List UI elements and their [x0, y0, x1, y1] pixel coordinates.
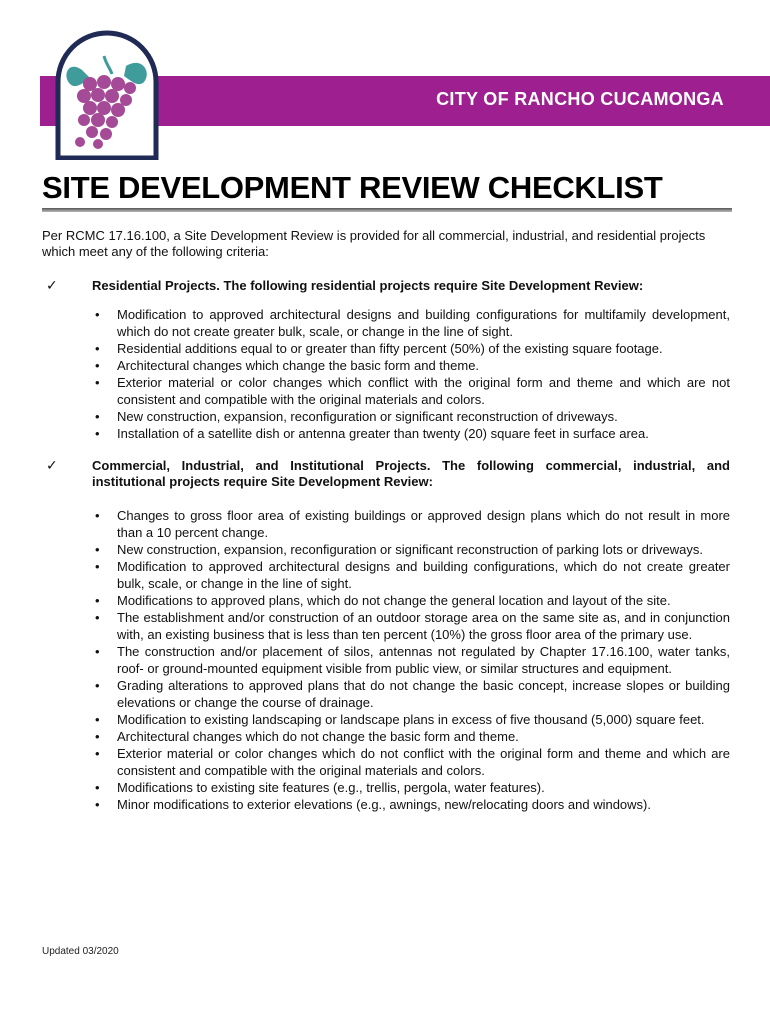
page-title: SITE DEVELOPMENT REVIEW CHECKLIST	[42, 170, 663, 205]
list-item: • The establishment and/or construction of an outdoor storage area on the same site as, and in conjunction with, an existing business that is less than ten percent (10%) the gross floor area of the primary use.	[117, 609, 730, 643]
list-item: • Residential additions equal to or greater than fifty percent (50%) of the existing square footage.	[117, 340, 730, 357]
list-item: • New construction, expansion, reconfiguration or significant reconstruction of parking lots or driveways.	[117, 541, 730, 558]
bullet-list	[92, 306, 730, 442]
list-item: • New construction, expansion, reconfiguration or significant reconstruction of driveways.	[117, 408, 730, 425]
list-item: • Modification to existing landscaping or landscape plans in excess of five thousand (5,000) square feet.	[117, 711, 730, 728]
bullet-list	[92, 507, 730, 813]
list-item: • Changes to gross floor area of existing buildings or approved design plans which do not result in more than a 10 percent change.	[117, 507, 730, 541]
intro-paragraph: Per RCMC 17.16.100, a Site Development Review is provided for all commercial, industrial, and residential projects which meet any of the following criteria:	[42, 228, 706, 259]
list-item: • Minor modifications to exterior elevations (e.g., awnings, new/relocating doors and windows).	[117, 796, 730, 813]
list-item: • Modification to approved architectural designs and building configurations, which do not create greater bulk, scale, or change in the line of sight.	[117, 558, 730, 592]
grapes-arch-logo-icon	[54, 30, 160, 160]
list-item: • Architectural changes which do not change the basic form and theme.	[117, 728, 730, 745]
section-commercial	[42, 458, 730, 813]
title-divider	[42, 208, 732, 212]
checkmark-icon: ✓	[46, 458, 58, 474]
section-heading: Commercial, Industrial, and Institutional Projects. The following commercial, industrial, and institutional projects require Site Development Review:	[92, 458, 730, 489]
list-item: • Modification to approved architectural designs and building configurations for multifamily development, which do not create greater bulk, scale, or change in the line of sight.	[117, 306, 730, 340]
list-item: • Installation of a satellite dish or antenna greater than twenty (20) square feet in surface area.	[117, 425, 730, 442]
list-item: • Exterior material or color changes which do not conflict with the original form and theme and which are consistent and compatible with the original materials and colors.	[117, 745, 730, 779]
list-item: • Modifications to approved plans, which do not change the general location and layout of the site.	[117, 592, 730, 609]
org-name: CITY OF RANCHO CUCAMONGA	[436, 89, 724, 109]
checkmark-icon: ✓	[46, 278, 58, 294]
list-item: • Exterior material or color changes which conflict with the original form and theme and which are not consistent and compatible with the original materials and colors.	[117, 374, 730, 408]
list-item: • The construction and/or placement of silos, antennas not regulated by Chapter 17.16.100, water tanks, roof- or ground-mounted equipment visible from public view, or similar structures and equipment.	[117, 643, 730, 677]
list-item: • Architectural changes which change the basic form and theme.	[117, 357, 730, 374]
section-residential	[42, 278, 730, 442]
list-item: • Grading alterations to approved plans that do not change the basic concept, increase slopes or building elevations or change the course of drainage.	[117, 677, 730, 711]
updated-date: Updated 03/2020	[42, 946, 119, 957]
list-item: • Modifications to existing site features (e.g., trellis, pergola, water features).	[117, 779, 730, 796]
section-heading: Residential Projects. The following residential projects require Site Development Review:	[92, 278, 644, 293]
